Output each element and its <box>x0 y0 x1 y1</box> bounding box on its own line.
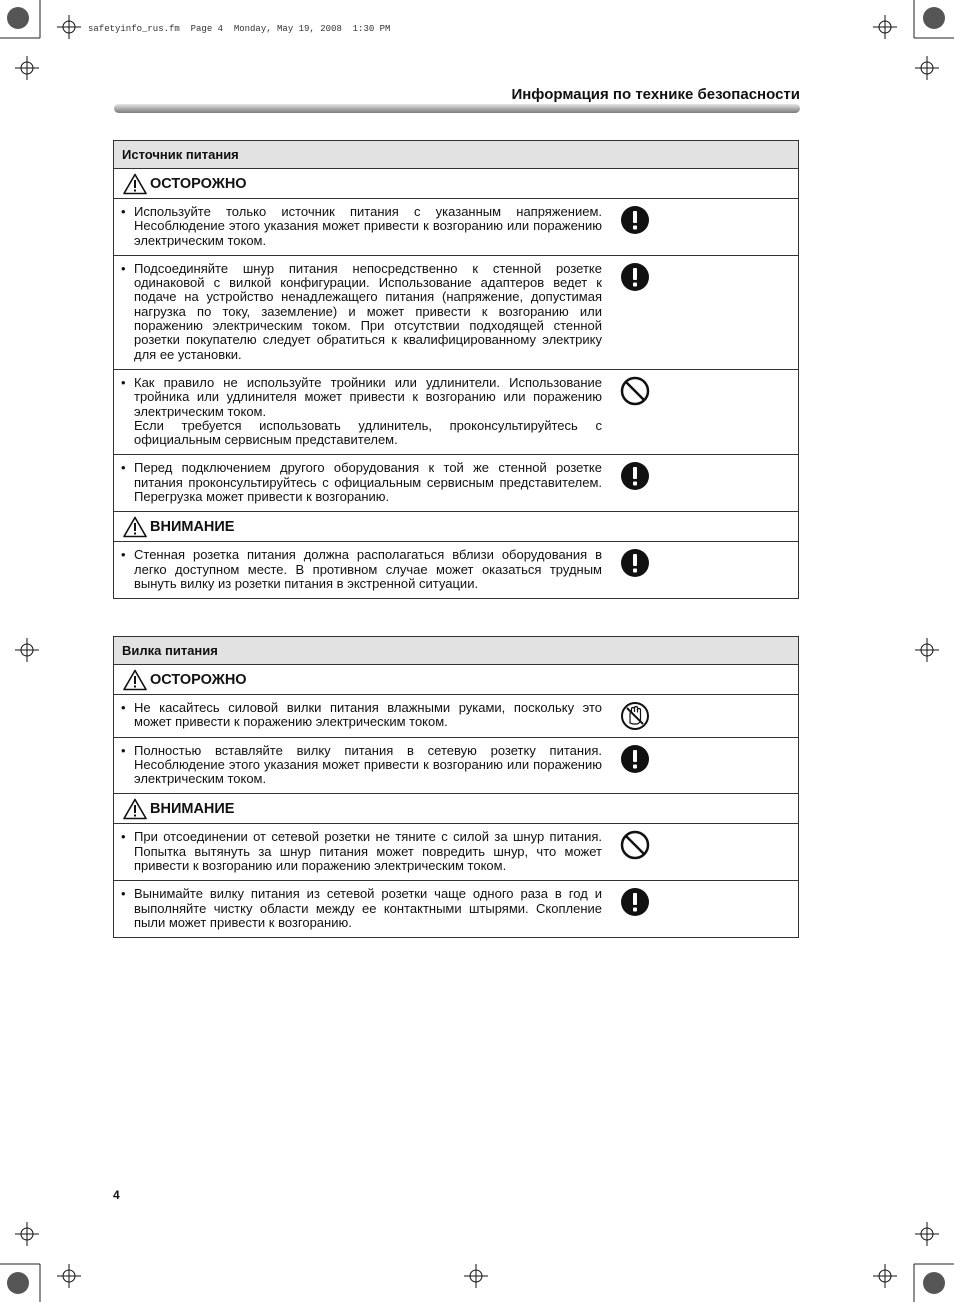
list-item <box>114 455 798 512</box>
warning-triangle-icon <box>123 173 147 195</box>
item-paragraph: • Вынимайте вилку питания из сетевой розетки чаще одного раза в год и выполняйте чистку области между ее контактными штырями. Скопление пыли может привести к возгоранию. <box>134 886 602 930</box>
hazard-level-label: ВНИМАНИЕ <box>150 518 235 535</box>
hazard-level-heading <box>114 512 798 542</box>
list-item <box>114 881 798 937</box>
item-text <box>134 887 602 930</box>
prohibited-icon <box>620 830 650 860</box>
mandatory-icon <box>620 744 650 774</box>
item-text <box>134 262 602 362</box>
header-bar <box>114 104 800 113</box>
mandatory-icon <box>620 205 650 235</box>
item-text <box>134 701 602 730</box>
list-item <box>114 695 798 738</box>
item-text <box>134 548 602 591</box>
item-text <box>134 205 602 248</box>
warning-triangle-icon <box>123 669 147 691</box>
prohibited-icon <box>620 376 650 406</box>
list-item <box>114 542 798 598</box>
safety-section <box>113 636 799 938</box>
hazard-level-heading <box>114 665 798 695</box>
list-item <box>114 199 798 256</box>
page-number: 4 <box>113 1188 120 1202</box>
item-text <box>134 461 602 504</box>
hazard-level-label: ОСТОРОЖНО <box>150 671 247 688</box>
hazard-level-heading <box>114 169 798 199</box>
item-paragraph: • Не касайтесь силовой вилки питания влажными руками, поскольку это может привести к поражению электрическим током. <box>134 700 602 730</box>
list-item <box>114 738 798 795</box>
file-slug: safetyinfo_rus.fm Page 4 Monday, May 19, 2008 1:30 PM <box>88 24 391 34</box>
page-header-title: Информация по технике безопасности <box>511 86 800 103</box>
item-paragraph: • Перед подключением другого оборудования к той же стенной розетке питания проконсультируйтесь с официальным сервисным представителем. Перегрузка может привести к возгоранию. <box>134 460 602 505</box>
item-paragraph: • Используйте только источник питания с указанным напряжением. Несоблюдение этого указания может привести к возгоранию или поражению электрическим током. <box>134 204 602 248</box>
safety-section <box>113 140 799 599</box>
list-item <box>114 370 798 455</box>
list-item <box>114 824 798 881</box>
mandatory-icon <box>620 887 650 917</box>
item-text <box>134 376 602 447</box>
warning-triangle-icon <box>123 516 147 538</box>
mandatory-icon <box>620 461 650 491</box>
section-title: Источник питания <box>114 141 798 169</box>
section-title: Вилка питания <box>114 637 798 665</box>
list-item <box>114 256 798 370</box>
hazard-level-label: ВНИМАНИЕ <box>150 800 235 817</box>
item-paragraph: Если требуется использовать удлинитель, проконсультируйтесь с официальным сервисным представителем. <box>134 417 602 448</box>
no-wet-hands-icon <box>620 701 650 731</box>
item-text <box>134 830 602 873</box>
item-paragraph: • Как правило не используйте тройники или удлинители. Использование тройника или удлинителя может привести к возгоранию или поражению электрическим током. <box>134 374 602 419</box>
mandatory-icon <box>620 548 650 578</box>
item-paragraph: • Полностью вставляйте вилку питания в сетевую розетку питания. Несоблюдение этого указания может привести к возгоранию или поражению электрическим током. <box>134 742 602 787</box>
hazard-level-label: ОСТОРОЖНО <box>150 175 247 192</box>
item-paragraph: • Стенная розетка питания должна располагаться вблизи оборудования в легко доступном месте. В противном случае может оказаться трудным вынуть вилку из розетки питания в экстренной ситуации. <box>134 547 602 591</box>
warning-triangle-icon <box>123 798 147 820</box>
item-paragraph: • Подсоединяйте шнур питания непосредственно к стенной розетке одинаковой с вилкой конфигурации. Использование адаптеров ведет к подаче на устройство ненадлежащего питания (напряжение, допустимая нагрузка по току, заземление) и может привести к возгоранию или поражению электрическим током. При отсутствии подходящей стенной розетки покупателю следует обратиться к квалифицированному электрику для ее установки. <box>134 260 602 362</box>
item-text <box>134 744 602 787</box>
hazard-level-heading <box>114 794 798 824</box>
item-paragraph: • При отсоединении от сетевой розетки не тяните с силой за шнур питания. Попытка вытянуть за шнур питания может повредить шнур, что может привести к возгоранию или поражению электрическим током. <box>134 829 602 874</box>
mandatory-icon <box>620 262 650 292</box>
